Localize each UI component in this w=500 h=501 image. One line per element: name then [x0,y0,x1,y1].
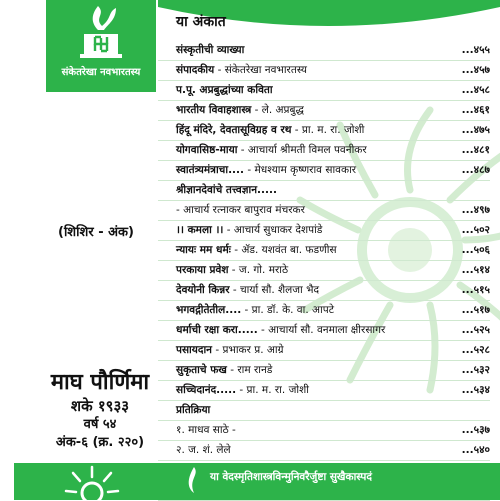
toc-row[interactable]: धर्माची रक्षा करा..... - आचार्या सौ. वनमाला क्षीरसागर ...५२५ [158,321,490,341]
flame-icon [182,463,206,500]
toc-row[interactable]: सच्चिदानंद..... - प्रा. म. रा. जोशी ...५३४ [158,381,490,401]
season-label: (शिशिर - अंक) [58,225,134,240]
issue-info [30,370,170,452]
issue-month: माघ पौर्णिमा [50,370,150,395]
toc-row[interactable]: योगवासिष्ठ-माया - आचार्या श्रीमती विमल पवनीकर ...४८१ [158,141,490,161]
toc-row[interactable]: २. ज. शं. लेले ...५४० [158,441,490,461]
toc-row[interactable]: परकाया प्रवेश - ज. गो. मराठे ...५१४ [158,261,490,281]
issue-year: वर्ष ५४ [83,417,117,432]
publication-logo [46,0,156,92]
toc-row[interactable]: भगवद्गीतेतील.... - प्रा. डॉ. के. वा. आपटे ...५१७ [158,301,490,321]
banner-motto: या वेदस्मृतिशास्त्रविन्मुनिवरैर्जुष्टा सुखैकास्पदं [210,471,372,483]
toc-row[interactable]: हिंदू मंदिरे, देवतासूविग्रह व रथ - प्रा. म. रा. जोशी ...४७५ [158,121,490,141]
table-of-contents [158,41,490,501]
toc-row[interactable]: स्वातंत्र्यमंत्राचा.... - मेधश्याम कृष्णराव सावकार ...४८७ [158,161,490,181]
toc-row[interactable]: १. माधव साठे - ...५३७ [158,421,490,441]
toc-row[interactable]: संस्कृतीची व्याख्या ...४५५ [158,41,490,61]
toc-row[interactable]: प.पू. अप्रबुद्धांच्या कविता ...४५८ [158,81,490,101]
toc-row[interactable]: ।। कमला ।। - आचार्य सुधाकर देशपांडे ...५०२ [158,221,490,241]
sun-icon [62,463,122,500]
toc-row[interactable]: पसायदान - प्रभाकर प्र. आग्रे ...५२८ [158,341,490,361]
toc-row[interactable]: न्यायः मम धर्मः - ॲड. यशवंत बा. फडणीस ...५०६ [158,241,490,261]
toc-row[interactable]: संपादकीय - संकेतरेखा नवभारतस्य ...४५७ [158,61,490,81]
issue-shaka: शके १९३३ [70,397,130,415]
logo-caption: संकेतरेखा नवभारतस्य [61,67,141,78]
toc-heading: या अंकात [176,14,226,30]
issue-number: अंक-६ (क्र. २२०) [55,435,145,450]
toc-row[interactable]: - आचार्य रत्नाकर बापुराव मंचरकर ...४९७ [158,201,490,221]
toc-row[interactable]: देवयोनी किन्नर - चार्या सौ. शैलजा भैद ...५१५ [158,281,490,301]
toc-section-heading: श्रीज्ञानदेवांचे तत्त्वज्ञान..... [158,181,490,201]
toc-section-heading: प्रतिक्रिया [158,401,490,421]
toc-row[interactable]: भारतीय विवाहशास्त्र - ले. अप्रबुद्ध ...४६१ [158,101,490,121]
swastika-flame-emblem-icon [72,4,130,62]
toc-row[interactable]: सुकृताचे फख - राम रानडे ...५३२ [158,361,490,381]
